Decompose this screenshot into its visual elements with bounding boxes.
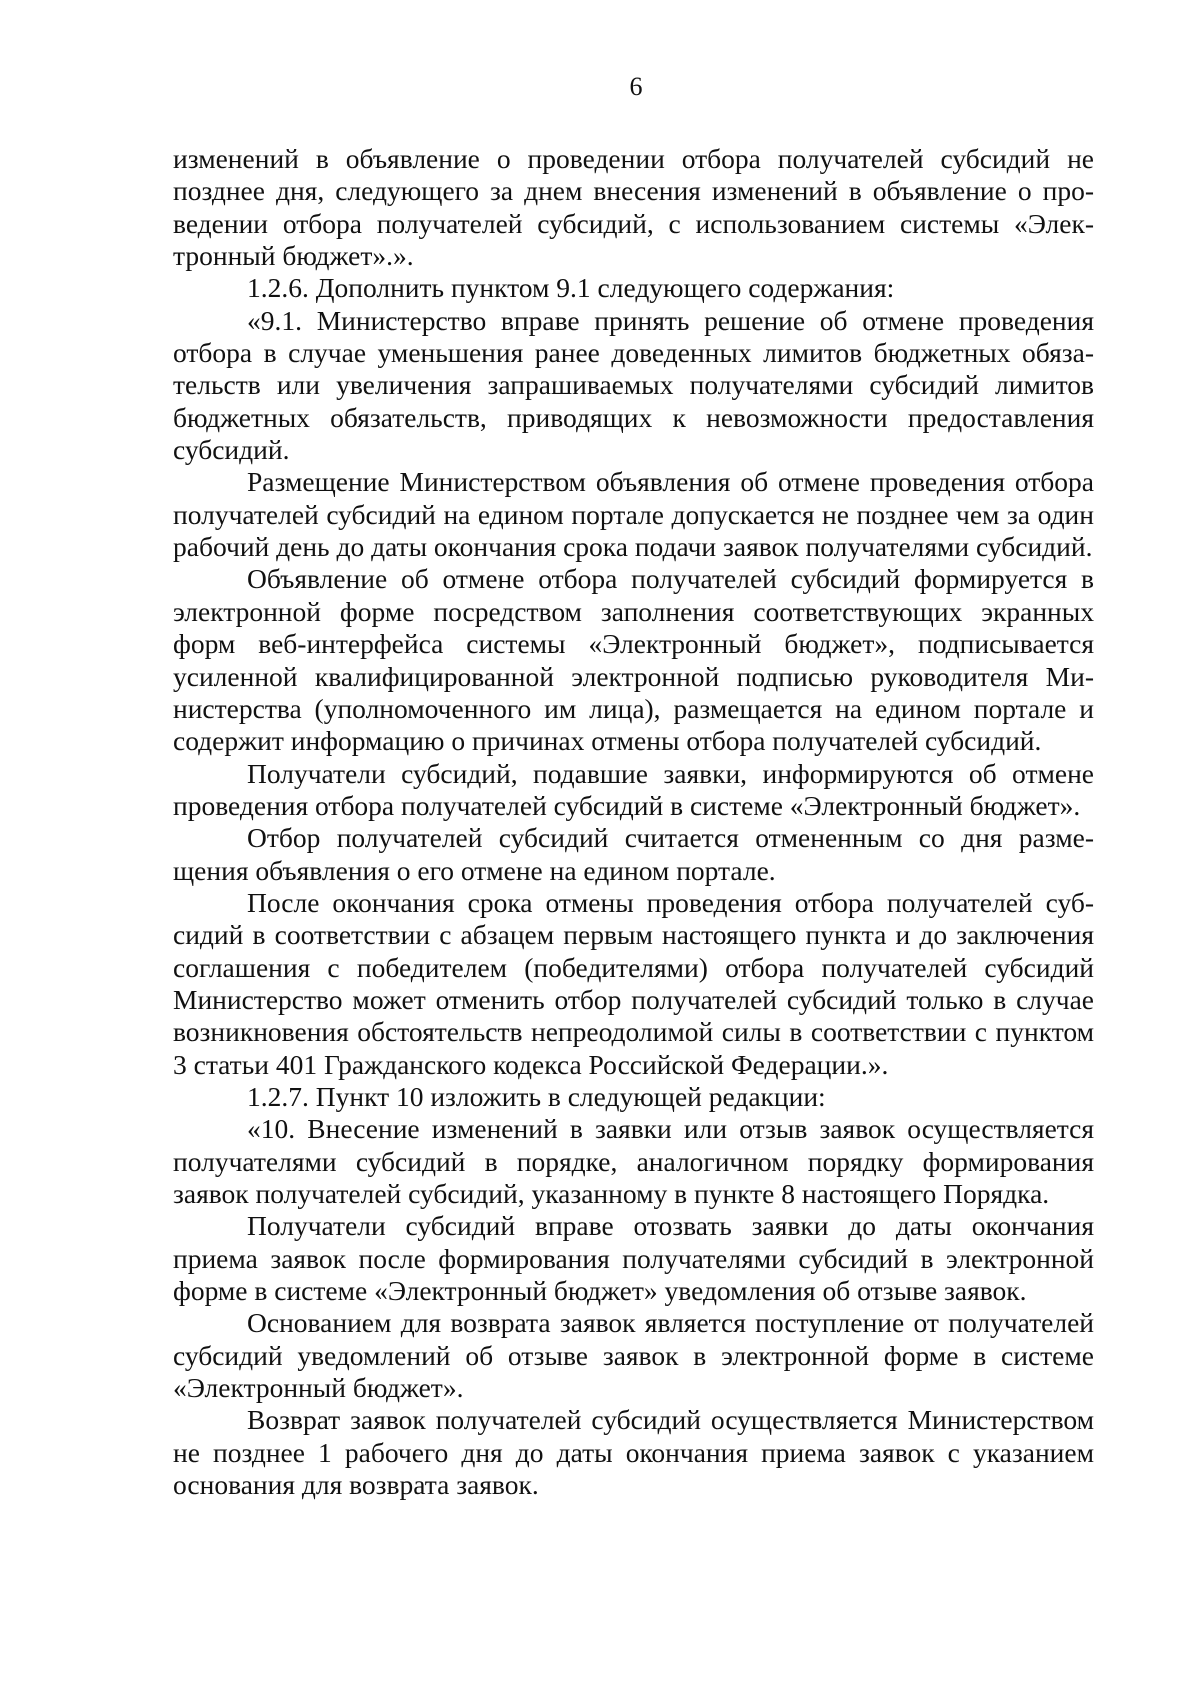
paragraph: Получатели субсидий, подавшие заявки, информируются об отмене проведения отбора получателей субсидий в системе «Электронный бюджет».: [173, 757, 1094, 821]
paragraph-clause-9-1: «9.1. Министерство вправе принять решение об отмене проведения отбора в случае уменьшения ранее доведенных лимитов бюджетных обязательств или увеличения запрашиваемых получателями субсидий лимитов бюджетных обязательств, приводящих к невозможности предоставления субсидий.: [173, 304, 1094, 466]
paragraph: Отбор получателей субсидий считается отмененным со дня размещения объявления о его отмене на едином портале.: [173, 822, 1094, 886]
paragraph: Размещение Министерством объявления об отмене проведения отбора получателей субсидий на едином портале допускается не позднее чем за один рабочий день до даты окончания срока подачи заявок получателями субсидий.: [173, 466, 1094, 563]
page-number: 6: [629, 72, 643, 101]
paragraph-continuation: изменений в объявление о проведении отбора получателей субсидий не позднее дня, следующего за днем внесения изменений в объявление о проведении отбора получателей субсидий, с использованием системы «Электронный бюджет».».: [173, 143, 1094, 272]
paragraph: Получатели субсидий вправе отозвать заявки до даты окончания приема заявок после формирования получателями субсидий в электронной форме в системе «Электронный бюджет» уведомления об отзыве заявок.: [173, 1210, 1094, 1307]
paragraph: После окончания срока отмены проведения отбора получателей субсидий в соответствии с абзацем первым настоящего пункта и до заключения соглашения с победителем (победителями) отбора получателей субсидий Министерство может отменить отбор получателей субсидий только в случае возникновения обстоятельств непреодолимой силы в соответствии с пунктом 3 статьи 401 Гражданского кодекса Российской Федерации.».: [173, 886, 1094, 1080]
paragraph: Объявление об отмене отбора получателей субсидий формируется в электронной форме посредством заполнения соответствующих экранных форм веб-интерфейса системы «Электронный бюджет», подписывается усиленной квалифицированной электронной подписью руководителя Министерства (уполномоченного им лица), размещается на едином портале и содержит информацию о причинах отмены отбора получателей субсидий.: [173, 563, 1094, 757]
paragraph: Основанием для возврата заявок является поступление от получателей субсидий уведомлений об отзыве заявок в электронной форме в системе «Электронный бюджет».: [173, 1307, 1094, 1404]
document-body: [173, 143, 1094, 1501]
paragraph-clause-10: «10. Внесение изменений в заявки или отзыв заявок осуществляется получателями субсидий в порядке, аналогичном порядку формирования заявок получателей субсидий, указанному в пункте 8 настоящего Порядка.: [173, 1113, 1094, 1209]
paragraph-item-1-2-7: 1.2.7. Пункт 10 изложить в следующей редакции:: [247, 1080, 826, 1112]
paragraph-item-1-2-6: 1.2.6. Дополнить пунктом 9.1 следующего содержания:: [247, 272, 895, 304]
paragraph: Возврат заявок получателей субсидий осуществляется Министерством не позднее 1 рабочего дня до даты окончания приема заявок с указанием основания для возврата заявок.: [173, 1404, 1094, 1501]
